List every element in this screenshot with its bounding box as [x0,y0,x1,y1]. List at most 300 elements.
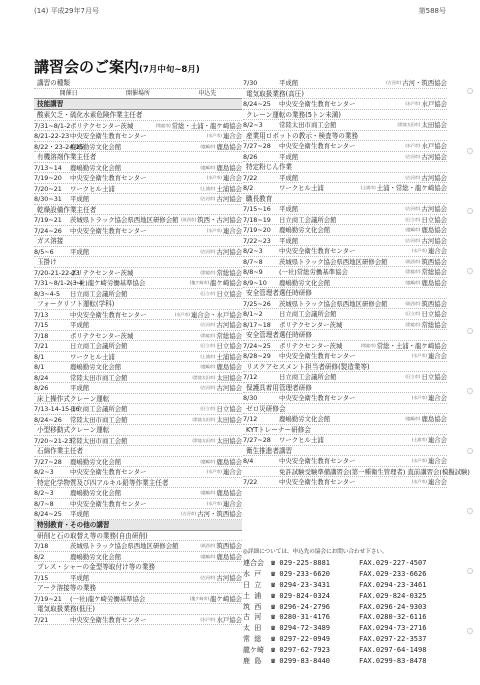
venue-city: (筑西市) [181,217,197,222]
venue-city: (日立市) [200,290,216,296]
venue-city: (古河市) [405,237,421,243]
applicant-office: 鹿島協会 [216,363,242,371]
applicant-office: 連合会 [222,226,242,235]
session-date: 8/2~3 [243,121,263,129]
venue-name: (一社)龍ケ崎労働基準協会 [70,279,146,287]
applicant-office: 連合会 [427,436,447,444]
venue-city: (筑西市) [200,543,216,548]
schedule-row [34,573,242,584]
venue-name: 常陸太田市商工会館 [70,415,128,424]
course-title: 電気取扱業務(高圧) [243,89,447,100]
venue-name: 中央安全衛生教育センター [70,468,147,476]
fax-number: FAX.0297-22-3537 [359,635,427,644]
applicant-office: 連合会 [427,247,447,255]
applicant-office: 筑西・古河協会 [197,216,242,224]
venue-name: 中央安全衛生教育センター [70,226,147,235]
page-title [34,56,200,77]
session-date: 7/15~16 [243,205,271,213]
session-date: 8/1 [34,352,45,361]
venue-name: 中央安全衛生教育センター [279,142,356,150]
contact-row [243,580,447,591]
venue-name: 日立商工会議所会館 [70,342,128,350]
binder-hole [467,148,473,154]
session-date: 7/27~28 [243,142,271,150]
binder-hole [467,388,473,394]
schedule-row [34,194,242,205]
venue-name: 中央安全衛生教育センター [279,100,356,108]
venue-city: (水戸市) [405,143,421,148]
session-date: 8/17~18 [243,320,271,329]
venue-city: (鹿嶋市) [200,164,216,170]
venue-name: 鹿嶋勤労文化会館 [279,278,331,287]
applicant-office: 水戸協会 [421,100,447,108]
column-header-cell: 開催場所 [125,89,150,97]
venue-city: (鹿嶋市) [200,553,216,559]
applicant-office: 日立協会 [421,373,447,381]
schedule-row [243,141,447,152]
venue-city: (龍ケ崎市) [189,595,210,601]
applicant-office: 鹿島協会 [421,278,447,287]
applicant-office: 鹿島協会 [216,457,242,466]
venue-city: (古河市) [200,322,216,327]
venue-name: 中央安全衛生教育センター [279,247,356,255]
schedule-row [34,184,242,195]
applicant-office: 太田協会 [216,415,242,424]
session-date: 8/22・23-24-25 [34,142,84,151]
venue-name: 茨城県トラック協会県西地区研修会館 [70,216,179,224]
session-date: 8/8~9 [243,268,263,276]
venue-city: (筑西市) [405,300,421,306]
binder-hole [467,268,473,274]
schedule-row [243,267,447,278]
session-date: 7/12 [243,373,258,381]
applicant-office: 連合会 [222,132,242,140]
session-date: 8/3~4-5 [34,289,61,298]
session-date: 8/26 [34,384,49,392]
venue-city: (水戸市) [405,101,421,106]
binder-hole [467,448,473,454]
applicant-office: 水戸協会 [421,142,447,150]
session-date: 8/24 [34,373,49,382]
schedule-row [243,215,447,226]
course-title: 酸素欠乏・硫化水素危険作業主任者 [34,110,242,121]
venue-city: (土浦市) [411,437,427,442]
venue-name: 中央安全衛生教育センター [70,615,147,624]
schedule-row [243,257,447,268]
schedule-row [34,268,242,279]
venue-city: (水戸市) [411,395,427,400]
venue-name: 常陸太田市商工会館 [70,373,128,382]
schedule-row [243,278,447,289]
venue-name: 平成館 [279,152,299,161]
venue-name: 平成館 [70,384,90,392]
schedule-row [34,142,242,153]
venue-name: 中央安全衛生教育センター [279,394,356,402]
course-title: リスクアセスメント担当者研修(製造業等) [243,362,447,373]
applicant-office: 連合会 [427,394,447,402]
fax-number: FAX.029-824-0325 [359,591,427,600]
course-title: 有機溶剤作業主任者 [34,152,242,163]
venue-name: 鹿嶋勤労文化会館 [70,363,122,371]
contact-row [243,645,447,656]
session-date: 8/7~8 [34,499,54,508]
course-title: 職長教育 [243,194,447,205]
contact-row [243,656,447,667]
session-date: 8/24~25 [34,510,62,518]
course-title: KYTトレーナー研修会 [243,425,447,436]
session-date: 7/18 [34,542,49,550]
applicant-office: 連合会 [427,478,447,486]
venue-city: (日立市) [200,343,216,348]
venue-name: ポリテクセンター茨城 [70,121,134,130]
venue-name: 常陸太田市商工会館 [279,121,337,129]
session-date: 8/4 [243,457,254,465]
venue-name: 日立商工会議所会館 [279,215,337,224]
session-date: 8/30~31 [34,195,62,203]
applicant-office: 常総協会 [421,268,447,276]
session-date: 7/12 [243,415,258,423]
schedule-row [34,247,242,258]
contact-list [243,558,447,667]
venue-name: 免許試験受験準備講習会(第一種衛生管理者) [279,467,406,476]
venue-city: (土浦市) [360,185,376,190]
venue-name: 鹿嶋勤労文化会館 [70,489,122,497]
course-title: 乾燥設備作業主任者 [34,205,242,216]
schedule-row [34,383,242,394]
venue-city: (日立市) [405,374,421,379]
session-date: 7/31~8/1-2-3-4 [34,279,84,287]
venue-city: (常陸太田市) [397,122,421,127]
venue-city: (水戸市) [206,175,222,180]
title-sub: (7月中旬~8月) [139,65,200,75]
course-title: 特定化学物質及び四アルキル鉛等作業主任者 [34,478,242,489]
venue-city: (古河市) [200,385,216,390]
venue-city: (古河市) [181,511,197,516]
course-title: アーク溶接等の業務 [34,583,242,594]
schedule-row [34,289,242,300]
schedule-row [34,552,242,563]
schedule-row [243,477,447,488]
applicant-office: 連合会 [222,499,242,508]
applicant-office: 古河協会 [216,384,242,392]
venue-name: 平成館 [70,573,90,582]
schedule-row [243,372,447,383]
applicant-office: 連合会 [222,468,242,476]
venue-name: 日立商工会議所会館 [70,405,128,413]
venue-city: (水戸市) [206,133,222,138]
venue-name: ポリテクセンター茨城 [70,331,134,340]
session-date: 8/2~3 [243,247,263,255]
schedule-row [34,467,242,478]
schedule-row [34,121,242,132]
contact-note: ◎詳細については、申込先の協会にお問い合わせ下さい。 [243,549,388,555]
right-schedule-column [243,78,470,488]
venue-name: 平成館 [279,205,299,213]
venue-name: ポリテクセンター茨城 [279,320,343,329]
phone-number: ☎ 0299-83-8440 [271,657,331,666]
venue-city: (常陸太田市) [192,437,216,443]
applicant-office: 土浦協会 [216,352,242,361]
fax-number: FAX.029-233-6626 [359,569,427,578]
binder-hole [467,568,473,574]
schedule-row [34,404,242,415]
issue-number: 第588号 [418,7,446,15]
venue-name: 平成館 [70,195,90,203]
session-date: 8/7~8 [243,257,263,266]
course-title: 研削と石の取替え等の業務(自由研削) [34,531,242,542]
session-date: 7/20~21 [34,184,62,193]
applicant-office: 古河・筑西協会 [402,79,447,87]
session-date: 7/19~21 [34,594,62,603]
contact-row [243,591,447,602]
applicant-office: 日立協会 [216,342,242,350]
schedule-row [243,320,447,331]
venue-city: (水戸市) [411,353,427,358]
venue-name: 平成館 [279,173,299,182]
venue-name: 鹿嶋勤労文化会館 [279,226,331,234]
phone-number: ☎ 0280-31-4176 [271,613,331,622]
venue-name: 中央安全衛生教育センター [70,174,147,182]
schedule-row [243,204,447,215]
schedule-row [34,615,242,626]
venue-city: (常陸太田市) [192,374,216,380]
venue-city: (日立市) [200,406,216,411]
applicant-office: 古河協会 [216,573,242,582]
course-title: 産業用ロボットの教示・検査等の業務 [243,131,447,142]
applicant-office: 鹿島協会 [216,142,242,151]
session-date: 8/24~26 [34,415,62,424]
schedule-row [34,457,242,468]
schedule-row [34,331,242,342]
schedule-row [34,320,242,331]
session-date: 7/15 [34,573,49,582]
venue-city: (水戸市) [174,311,190,317]
applicant-office: 筑西協会 [421,299,447,308]
phone-number: ☎ 029-824-0324 [271,591,331,600]
venue-name: ワークヒル土浦 [279,436,324,444]
applicant-office: 古河協会 [216,195,242,203]
applicant-office: 連合会 [427,352,447,360]
session-date: 7/27~28 [34,457,62,466]
venue-name: ワークヒル土浦 [70,352,115,361]
venue-city: (鹿嶋市) [200,458,216,464]
schedule-row [34,499,242,510]
schedule-row [243,246,447,257]
session-date: 7/13-14-15-16 [34,405,80,413]
session-date: 7/21 [34,615,49,624]
session-date: 7/19~20 [34,174,62,182]
session-date: 7/18 [34,331,49,340]
course-title: 安全管理者選任時研修 [243,330,447,341]
venue-name: 平成館 [70,247,90,256]
venue-name: 平成館 [279,236,299,245]
session-date: 8/2 [243,184,254,192]
venue-city: (水戸市) [200,616,216,622]
schedule-row [34,215,242,226]
course-title: 特定粉じん作業 [243,162,447,173]
venue-name: ポリテクセンター茨城 [279,341,343,350]
schedule-row [243,309,447,320]
venue-city: (鹿嶋市) [405,416,421,421]
binder-hole [467,508,473,514]
applicant-office: 常総協会 [216,331,242,340]
fax-number: FAX.029-227-4507 [359,559,427,567]
schedule-row [243,78,447,89]
schedule-row [243,120,447,131]
schedule-row [243,435,447,446]
applicant-office: 日立協会 [216,289,242,298]
contact-row [243,612,447,623]
course-title: 安全管理者選任時研修 [243,288,447,299]
schedule-row [243,173,447,184]
office-name: 古 河 [243,613,262,622]
schedule-row [34,310,242,321]
course-title: 床上操作式クレーン運転 [34,394,242,405]
venue-name: 中央安全衛生教育センター [279,457,356,465]
fax-number: FAX.0294-73-2716 [359,624,427,633]
applicant-office: 古河協会 [216,247,242,256]
venue-city: (常陸太田市) [192,416,216,422]
venue-city: (水戸市) [411,479,427,484]
schedule-row [34,163,242,174]
session-date: 7/21 [34,342,49,350]
section-heading: 技能講習 [34,99,242,110]
session-date: 7/19~20 [243,226,271,234]
venue-name: 茨城県トラック協会県西地区研修会館 [279,299,388,308]
venue-name: 日立商工会議所会館 [279,373,337,381]
venue-name: ポリテクセンター茨城 [70,268,134,277]
venue-city: (常総市) [405,269,421,274]
phone-number: ☎ 0294-72-3489 [271,624,331,633]
applicant-office: 古河協会 [421,205,447,213]
venue-city: (水戸市) [411,248,427,253]
venue-name: 茨城県トラック協会県西地区研修会館 [279,257,388,266]
schedule-row [34,415,242,426]
fax-number: FAX.0280-32-6116 [359,613,427,622]
office-name: 水 戸 [243,569,262,578]
venue-city: (筑西市) [405,258,421,264]
venue-city: (常総市) [360,342,376,348]
applicant-office: 土浦協会 [216,184,242,193]
applicant-office: 常総・土浦・龍ケ崎協会 [376,341,447,350]
course-title: 小型移動式クレーン運転 [34,425,242,436]
course-title: プレス・シャーの金型等取付け等の業務 [34,562,242,573]
session-date: 7/25~26 [243,299,271,308]
course-title: クレーン運転の業務(5トン未満) [243,110,447,121]
venue-name: 鹿嶋勤労文化会館 [70,163,122,172]
course-title: 石綿作業主任者 [34,446,242,457]
schedule-row [34,362,242,373]
venue-name: 茨城県トラック協会県西地区研修会館 [70,542,179,550]
applicant-office: 太田協会 [421,121,447,129]
venue-name: (一社)龍ケ崎労働基準協会 [70,594,146,603]
schedule-row [34,373,242,384]
session-date: 7/15 [34,321,49,329]
session-date: 8/21-22-23 [34,132,70,140]
column-header-cell: 申込先 [198,89,217,97]
venue-name: 中央安全衛生教育センター [70,132,147,140]
venue-city: (常総市) [155,122,171,128]
venue-city: (鹿嶋市) [405,279,421,285]
venue-city: (古河市) [200,196,216,201]
venue-city: (水戸市) [206,500,222,506]
course-title: 衛生推進者講習 [243,446,447,457]
binder-hole [467,328,473,334]
venue-name: 鹿嶋勤労文化会館 [279,415,331,423]
schedule-row [34,131,242,142]
session-date: 8/24~25 [243,100,271,108]
session-date: 7/24~26 [34,226,62,235]
session-date: 8/9~10 [243,278,267,287]
contact-row [243,623,447,634]
course-title: 電気取扱業務(低圧) [34,604,242,615]
schedule-row [243,299,447,310]
venue-name: ワークヒル土浦 [70,184,115,193]
phone-number: ☎ 029-233-6620 [271,569,331,578]
venue-name: ワークヒル土浦 [279,184,324,192]
session-date: 7/30 [243,79,258,87]
session-date: 7/31~8/1-2 [34,121,71,130]
office-name: 龍ケ崎 [243,646,264,655]
applicant-office: 筑西協会 [421,257,447,266]
session-date: 7/18~19 [243,215,271,224]
phone-number: ☎ 0297-62-7923 [271,646,331,655]
applicant-office: 日立協会 [421,215,447,224]
session-date: 8/30 [243,394,258,402]
schedule-row [243,414,447,425]
applicant-office: 龍ケ崎協会 [210,279,242,287]
phone-number: ☎ 029-225-8881 [271,559,331,567]
venue-city: (水戸市) [206,227,222,233]
venue-name: 中央安全衛生教育センター [279,478,356,486]
session-date: 7/20-21-22-23 [34,268,80,277]
schedule-row [34,173,242,184]
session-date: 8/28~29 [243,352,271,360]
schedule-row [34,541,242,552]
schedule-row [243,225,447,236]
binder-hole [467,88,473,94]
applicant-office: 古河・筑西協会 [197,510,242,518]
venue-name: 中央安全衛生教育センター [70,310,147,319]
venue-name: 平成館 [70,510,90,518]
contact-row [243,634,447,645]
session-date: 7/27~28 [243,436,271,444]
phone-number: ☎ 0294-23-3431 [271,580,331,589]
schedule-row [243,393,447,404]
course-title: フォークリフト運転(学科) [34,299,242,310]
applicant-office: 連合会 [222,174,242,182]
schedule-row [243,183,447,194]
session-date: 7/20~21-23 [34,436,73,445]
office-name: 鹿 島 [243,657,262,666]
phone-number: ☎ 0296-24-2796 [271,602,331,611]
session-date: 7/13~14 [34,163,62,172]
schedule-row [34,278,242,289]
applicant-office: 龍ケ崎協会 [210,594,242,603]
applicant-office: 連合会 [427,457,447,465]
table-column-header [34,89,242,100]
fax-number: FAX.0297-64-1498 [359,646,427,655]
schedule-row [34,352,242,363]
fax-number: FAX.0296-24-9303 [359,602,427,611]
venue-city: (古河市) [200,574,216,580]
applicant-office: 連合会・水戸協会 [190,310,242,319]
applicant-office: 鹿島協会 [421,226,447,234]
applicant-office: 古河協会 [421,173,447,182]
title-main: 講習会のご案内 [34,58,140,76]
office-name: 土 浦 [243,591,262,600]
session-date: 7/13 [34,310,49,319]
